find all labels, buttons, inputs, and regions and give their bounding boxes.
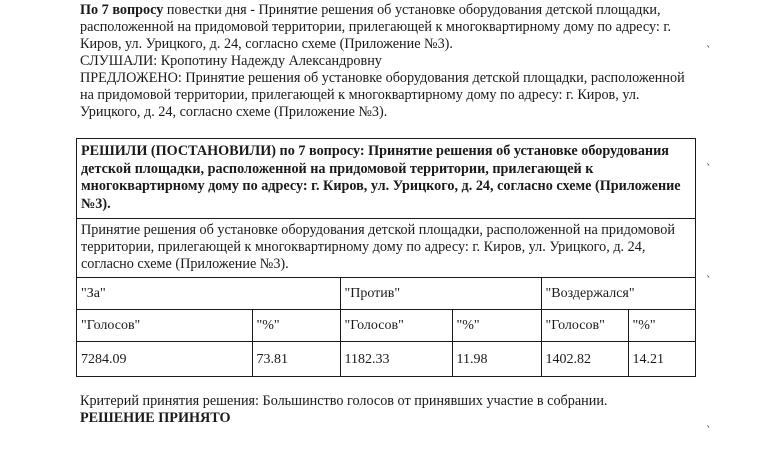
- votes-table: [77, 278, 695, 376]
- decision-box: [76, 138, 696, 377]
- agenda-heading: По 7 вопросу: [80, 2, 164, 18]
- scan-mark: ˋ: [706, 162, 712, 175]
- criteria-text: Критерий принятия решения: Большинство голосов от принявших участие в собрании.: [80, 393, 608, 409]
- table-cell: 14.21: [632, 351, 665, 367]
- table-cell: "%": [628, 310, 695, 342]
- table-cell: 1182.33: [340, 342, 452, 377]
- criteria-section: [80, 393, 700, 427]
- table-cell: 7284.09: [77, 342, 252, 377]
- scan-mark: ˋ: [706, 424, 712, 437]
- table-cell: "Голосов": [77, 310, 252, 342]
- table-cell: "%": [252, 310, 340, 342]
- scan-mark: ˋ: [706, 44, 712, 57]
- proposed-paragraph: ПРЕДЛОЖЕНО: Принятие решения об установке оборудования детской площадки, расположенной на придомовой территории, прилегающей к многоквартирному дому по адресу: г. Киров, ул. Урицкого, д. 24, согласно схеме (Приложение №3).: [80, 70, 685, 120]
- agenda-paragraph: [80, 2, 700, 53]
- votes-against-header: "Против": [340, 278, 541, 310]
- table-cell: "%": [452, 310, 541, 342]
- table-cell: 1402.82: [541, 342, 628, 377]
- heard-line: СЛУШАЛИ: Кропотину Надежду Александровну: [80, 53, 382, 69]
- table-cell: "Голосов": [541, 310, 628, 342]
- agenda-item-section: [80, 2, 700, 121]
- table-cell: 11.98: [452, 342, 541, 377]
- table-cell: 73.81: [252, 342, 340, 377]
- scan-mark: ˋ: [706, 274, 712, 287]
- votes-abstain-header: "Воздержался": [541, 278, 695, 310]
- table-cell: "Голосов": [340, 310, 452, 342]
- table-row: [77, 310, 695, 342]
- decision-text: Принятие решения об установке оборудования детской площадки, расположенной на придомовой территории, прилегающей к многоквартирному дому по адресу: г. Киров, ул. Урицкого, д. 24, согласно схеме (Приложение №3).: [77, 219, 695, 278]
- table-row: [77, 342, 695, 377]
- agenda-text: повестки дня - Принятие решения об установке оборудования детской площадки, расположенной на придомовой территории, прилегающей к многоквартирному дому по адресу: г. Киров, ул. Урицкого, д. 24, согласно схеме (Приложение №3).: [80, 2, 672, 52]
- votes-for-header: "За": [77, 278, 340, 310]
- resolved-heading: РЕШИЛИ (ПОСТАНОВИЛИ) по 7 вопросу: Принятие решения об установке оборудования детской площадки, расположенной на придомовой территории, прилегающей к многоквартирному дому по адресу: г. Киров, ул. Урицкого, д. 24, согласно схеме (Приложение №3).: [77, 139, 695, 219]
- decision-result: РЕШЕНИЕ ПРИНЯТО: [80, 410, 231, 426]
- table-row: [77, 278, 695, 310]
